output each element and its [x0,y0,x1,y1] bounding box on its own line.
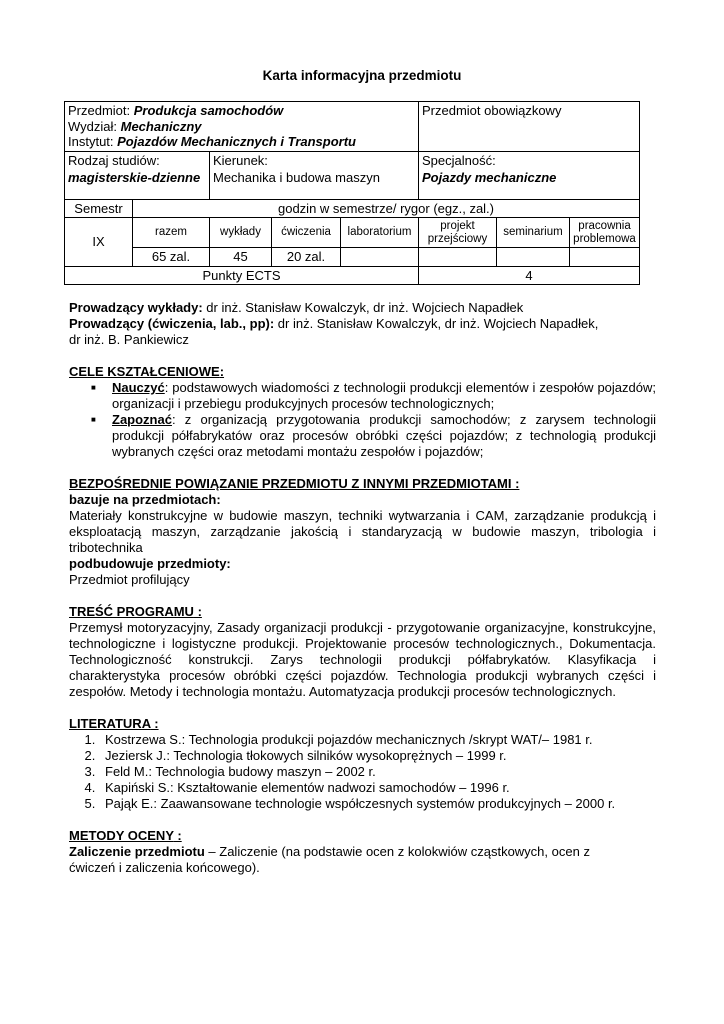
program-heading: TREŚĆ PROGRAMU : [69,604,202,619]
val-seminarium [497,248,570,267]
metody-text: – Zaliczenie (na podstawie ocen z kolokwiów cząstkowych, ocen z ćwiczeń i zaliczenia końcowego). [69,844,590,875]
list-item: ■ Zapoznać: z organizacją przygotowania produkcji samochodów; z zarysem technologii produkcji półfabrykatów oraz procesów obróbki części pojazdów; z technologią produkcji wybranych części oraz metodami montażu zespołów i pojazdów; [96,412,656,460]
kierunek-value: Mechanika i budowa maszyn [213,170,380,185]
val-pracownia [570,248,640,267]
wyklady-label: Prowadzący wykłady: [69,300,203,315]
cele-heading: CELE KSZTAŁCENIOWE: [69,364,225,379]
literatura-heading: LITERATURA : [69,716,159,731]
instytut-value: Pojazdów Mechanicznych i Transportu [117,134,356,149]
metody-label: Zaliczenie przedmiotu [69,844,205,859]
cele-list [69,380,656,460]
document-title: Karta informacyjna przedmiotu [262,68,462,83]
col-laboratorium: laboratorium [341,218,419,248]
val-razem: 65 zal. [133,248,210,267]
course-cell [65,102,419,152]
przedmiot-label: Przedmiot: [68,103,134,118]
status-cell: Przedmiot obowiązkowy [419,102,640,152]
col-cwiczenia: ćwiczenia [272,218,341,248]
powiazanie-heading: BEZPOŚREDNIE POWIĄZANIE PRZEDMIOTU Z INNYMI PRZEDMIOTAMI : [69,476,520,491]
wyklady-value: dr inż. Stanisław Kowalczyk, dr inż. Wojciech Napadłek [202,300,524,315]
course-info-table [64,101,640,285]
godzin-label: godzin w semestrze/ rygor (egz., zal.) [133,199,640,218]
rodzaj-label: Rodzaj studiów: [68,152,160,168]
semestr-value: IX [65,218,133,267]
cwiczenia-value-2: dr inż. B. Pankiewicz [69,332,189,347]
cwiczenia-value: dr inż. Stanisław Kowalczyk, dr inż. Wojciech Napadłek, [274,316,599,331]
kierunek-cell [210,151,419,199]
ects-label: Punkty ECTS [65,266,419,285]
specjalnosc-label: Specjalność: [422,152,496,168]
val-wyklady: 45 [210,248,272,267]
rodzaj-cell [65,151,210,199]
cwiczenia-label: Prowadzący (ćwiczenia, lab., pp): [69,316,275,331]
list-item: 4. Kapiński S.: Kształtowanie elementów nadwozi samochodów – 1996 r. [99,780,656,796]
specjalnosc-value: Pojazdy mechaniczne [422,170,557,185]
val-projekt [419,248,497,267]
col-projekt: projekt przejściowy [419,218,497,248]
col-wyklady: wykłady [210,218,272,248]
bazuje-label: bazuje na przedmiotach: [69,492,221,507]
bazuje-text: Materiały konstrukcyjne w budowie maszyn, techniki wytwarzania i CAM, zarządzanie produkcją i eksploatacją maszyn, zarządzanie jakością i standaryzacją w budowie maszyn, tribologia i tribotechnika [69,508,656,555]
wydzial-label: Wydział: [68,118,121,134]
list-item: 1. Kostrzewa S.: Technologia produkcji pojazdów mechanicznych /skrypt WAT/– 1981 r. [99,732,656,748]
list-item: ■ Nauczyć: podstawowych wiadomości z technologii produkcji elementów i zespołów pojazdów; organizacji i przebiegu produkcyjnych procesów technologicznych; [96,380,656,412]
przedmiot-value: Produkcja samochodów [133,103,284,118]
document-body [69,300,656,876]
list-item: 5. Pająk E.: Zaawansowane technologie współczesnych systemów produkcyjnych – 2000 r. [99,796,656,812]
val-cwiczenia: 20 zal. [272,248,341,267]
ects-value: 4 [419,266,640,285]
col-seminarium: seminarium [497,218,570,248]
metody-heading: METODY OCENY : [69,828,182,843]
kierunek-label: Kierunek: [213,152,268,168]
list-item: 3. Feld M.: Technologia budowy maszyn – 2002 r. [99,764,656,780]
program-text: Przemysł motoryzacyjny, Zasady organizacji produkcji - przygotowanie organizacyjne, konstrukcyjne, technologiczne i logistyczne produkcji. Projektowanie procesów technologicznych., Dokumentacja. Technologiczność konstrukcji. Zarys technologii produkcji półfabrykatów. Klasyfikacja i charakterystyka procesów obróbki części pojazdów. Technologia produkcji wybranych części i zespołów. Metody i technologia montażu. Automatyzacja produkcji procesów technologicznych. [69,620,656,699]
podbudowuje-label: podbudowuje przedmioty: [69,556,231,571]
instytut-label: Instytut: [68,134,118,149]
wydzial-value: Mechaniczny [120,118,202,134]
col-pracownia: pracownia problemowa [570,218,640,248]
specjalnosc-cell [419,151,640,199]
col-razem: razem [133,218,210,248]
podbudowuje-text: Przedmiot profilujący [69,572,190,587]
rodzaj-value: magisterskie-dzienne [68,170,201,185]
semestr-label: Semestr [65,199,133,218]
literatura-list [69,732,656,812]
val-laboratorium [341,248,419,267]
list-item: 2. Jeziersk J.: Technologia tłokowych silników wysokoprężnych – 1999 r. [99,748,656,764]
